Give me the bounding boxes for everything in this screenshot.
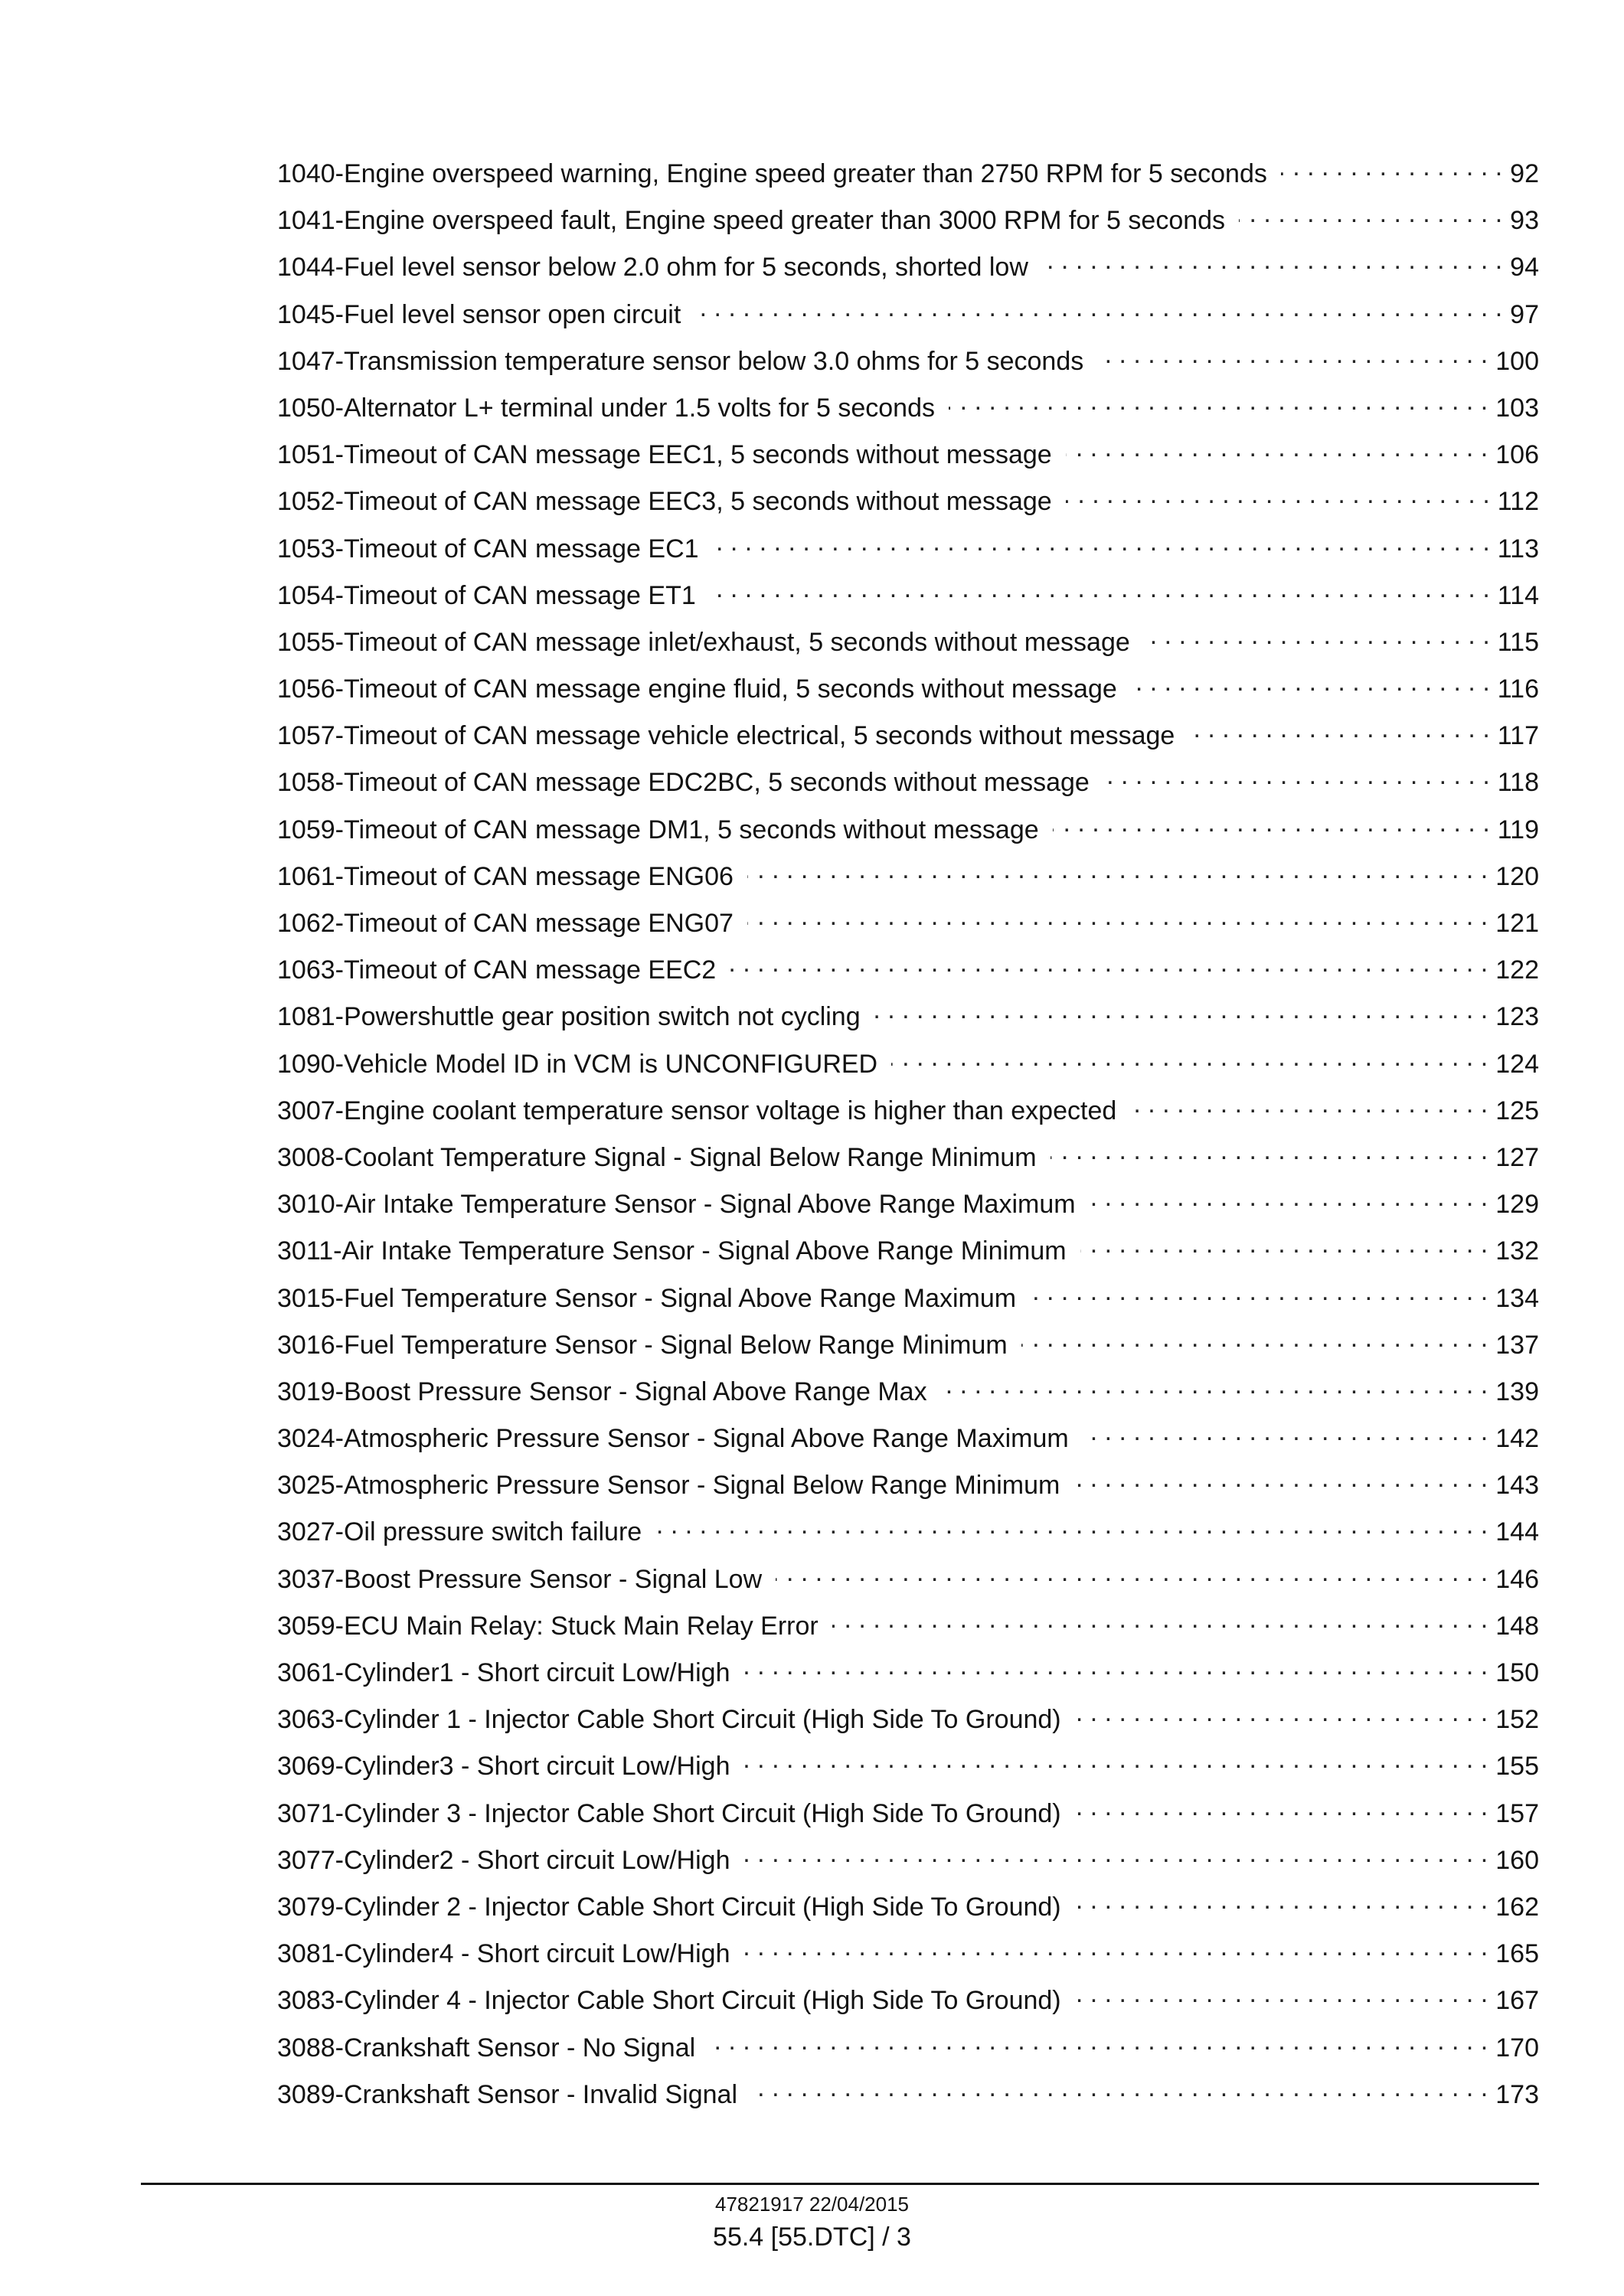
toc-entry[interactable] [277,152,1539,198]
toc-entry-page-number[interactable]: 134 [1495,1283,1539,1313]
toc-entry[interactable] [277,1229,1539,1275]
toc-entry-title[interactable]: 3015-Fuel Temperature Sensor - Signal Above Range Maximum [277,1283,1017,1313]
toc-entry[interactable] [277,1651,1539,1697]
toc-entry-title[interactable]: 1090-Vehicle Model ID in VCM is UNCONFIGURED [277,1049,878,1079]
toc-dot-leader [694,292,1502,323]
toc-entry[interactable] [277,901,1539,948]
toc-entry[interactable] [277,292,1539,339]
toc-dot-leader [1281,152,1502,182]
toc-entry-page-number[interactable]: 125 [1495,1096,1539,1125]
toc-dot-leader [743,1838,1488,1869]
toc-dot-leader [1130,1089,1488,1119]
toc-entry-page-number[interactable]: 124 [1495,1049,1539,1079]
toc-entry-title[interactable]: 3027-Oil pressure switch failure [277,1517,642,1547]
toc-dot-leader [743,1744,1488,1775]
toc-dot-leader [747,901,1488,932]
toc-entry-title[interactable]: 3016-Fuel Temperature Sensor - Signal Below Range Minimum [277,1330,1008,1360]
toc-dot-leader [1075,1978,1488,2009]
toc-entry-title[interactable]: 3007-Engine coolant temperature sensor voltage is higher than expected [277,1096,1117,1125]
toc-entry-page-number[interactable]: 132 [1495,1236,1539,1266]
toc-entry-page-number[interactable]: 116 [1497,674,1539,704]
toc-entry[interactable] [277,667,1539,714]
toc-entry[interactable] [277,1791,1539,1838]
toc-dot-leader [949,386,1488,416]
toc-entry-title[interactable]: 1059-Timeout of CAN message DM1, 5 seconds without message [277,815,1039,844]
toc-entry-page-number[interactable]: 152 [1495,1705,1539,1735]
toc-entry[interactable] [277,1932,1539,1978]
toc-entry-page-number[interactable]: 150 [1495,1658,1539,1687]
toc-entry-page-number[interactable]: 127 [1495,1142,1539,1172]
toc-dot-leader [1080,1229,1488,1259]
toc-entry[interactable] [277,1838,1539,1885]
toc-entry[interactable] [277,1416,1539,1463]
toc-entry-page-number[interactable]: 119 [1497,815,1539,844]
toc-dot-leader [1103,760,1490,791]
toc-entry[interactable] [277,714,1539,760]
toc-dot-leader [1021,1323,1488,1354]
toc-entry-title[interactable]: 3081-Cylinder4 - Short circuit Low/High [277,1939,730,1969]
toc-entry[interactable] [277,1744,1539,1791]
toc-entry-title[interactable]: 1041-Engine overspeed fault, Engine speed greater than 3000 RPM for 5 seconds [277,206,1226,236]
toc-entry-page-number[interactable]: 121 [1495,909,1539,938]
toc-entry[interactable] [277,1276,1539,1323]
toc-dot-leader [1030,1276,1488,1307]
footer-document-reference: 47821917 22/04/2015 [714,2193,910,2216]
toc-entry[interactable] [277,1370,1539,1416]
toc-entry-page-number[interactable]: 92 [1510,159,1539,188]
toc-dot-leader [1075,1885,1488,1916]
toc-entry-title[interactable]: 1040-Engine overspeed warning, Engine speed greater than 2750 RPM for 5 seconds [277,159,1267,188]
toc-entry-title[interactable]: 1054-Timeout of CAN message ET1 [277,580,696,610]
toc-entry-title[interactable]: 3063-Cylinder 1 - Injector Cable Short Circuit (High Side To Ground) [277,1705,1061,1735]
table-of-contents [277,152,1539,2119]
toc-entry-page-number[interactable]: 114 [1497,580,1539,610]
toc-entry-title[interactable]: 3083-Cylinder 4 - Injector Cable Short Circuit (High Side To Ground) [277,1986,1061,2016]
toc-entry-title[interactable]: 3025-Atmospheric Pressure Sensor - Signal Below Range Minimum [277,1471,1060,1501]
toc-entry-page-number[interactable]: 137 [1495,1330,1539,1360]
toc-entry[interactable] [277,386,1539,433]
toc-entry-title[interactable]: 1045-Fuel level sensor open circuit [277,299,681,329]
toc-entry-page-number[interactable]: 146 [1495,1564,1539,1594]
toc-entry[interactable] [277,854,1539,901]
toc-entry-title[interactable]: 1051-Timeout of CAN message EEC1, 5 seconds without message [277,440,1052,470]
footer-divider [141,2183,1539,2185]
toc-entry-title[interactable]: 3008-Coolant Temperature Signal - Signal Below Range Minimum [277,1142,1037,1172]
toc-entry[interactable] [277,2072,1539,2119]
toc-dot-leader [1097,339,1488,370]
toc-dot-leader [1090,1182,1488,1213]
toc-entry-title[interactable]: 3088-Crankshaft Sensor - No Signal [277,2033,696,2062]
toc-entry-title[interactable]: 1050-Alternator L+ terminal under 1.5 volts for 5 seconds [277,393,935,423]
toc-entry[interactable] [277,433,1539,479]
toc-entry-page-number[interactable]: 112 [1497,487,1539,517]
toc-dot-leader [1188,714,1489,744]
toc-dot-leader [1073,1463,1488,1494]
toc-dot-leader [1053,808,1490,838]
toc-entry-title[interactable]: 1056-Timeout of CAN message engine fluid, 5 seconds without message [277,674,1117,704]
toc-entry[interactable] [277,620,1539,667]
toc-entry[interactable] [277,760,1539,807]
toc-dot-leader [1042,245,1502,276]
toc-dot-leader [1066,479,1490,510]
toc-dot-leader [730,948,1488,978]
toc-entry-title[interactable]: 3011-Air Intake Temperature Sensor - Signal Above Range Minimum [277,1236,1067,1266]
toc-dot-leader [1239,198,1502,229]
toc-entry-title[interactable]: 3077-Cylinder2 - Short circuit Low/High [277,1845,730,1875]
toc-entry-title[interactable]: 3069-Cylinder3 - Short circuit Low/High [277,1752,730,1782]
toc-dot-leader [941,1370,1488,1400]
toc-entry[interactable] [277,527,1539,573]
toc-entry-page-number[interactable]: 173 [1495,2079,1539,2109]
toc-entry-title[interactable]: 3089-Crankshaft Sensor - Invalid Signal [277,2079,737,2109]
toc-entry-title[interactable]: 3024-Atmospheric Pressure Sensor - Signal Above Range Maximum [277,1424,1069,1454]
toc-entry-page-number[interactable]: 113 [1497,534,1539,563]
toc-entry-title[interactable]: 1058-Timeout of CAN message EDC2BC, 5 seconds without message [277,768,1090,798]
toc-entry-page-number[interactable]: 117 [1497,721,1539,751]
toc-entry-page-number[interactable]: 139 [1495,1377,1539,1406]
toc-entry-title[interactable]: 3061-Cylinder1 - Short circuit Low/High [277,1658,730,1687]
toc-entry[interactable] [277,808,1539,854]
toc-dot-leader [1075,1791,1488,1822]
toc-entry-title[interactable]: 3037-Boost Pressure Sensor - Signal Low [277,1564,763,1594]
toc-dot-leader [743,1932,1488,1962]
toc-dot-leader [713,527,1490,557]
toc-entry-page-number[interactable]: 94 [1510,253,1539,283]
toc-entry[interactable] [277,2026,1539,2072]
toc-entry[interactable] [277,1697,1539,1744]
toc-entry[interactable] [277,1604,1539,1651]
toc-entry-page-number[interactable]: 148 [1495,1611,1539,1641]
toc-entry-page-number[interactable]: 123 [1495,1002,1539,1032]
toc-entry-title[interactable]: 1052-Timeout of CAN message EEC3, 5 seconds without message [277,487,1052,517]
toc-entry-title[interactable]: 3019-Boost Pressure Sensor - Signal Above Range Max [277,1377,927,1406]
toc-entry-title[interactable]: 1053-Timeout of CAN message EC1 [277,534,699,563]
toc-dot-leader [1066,433,1488,463]
toc-dot-leader [710,573,1490,604]
toc-entry-page-number[interactable]: 165 [1495,1939,1539,1969]
toc-entry-title[interactable]: 3071-Cylinder 3 - Injector Cable Short Circuit (High Side To Ground) [277,1798,1061,1828]
toc-entry-page-number[interactable]: 93 [1510,206,1539,236]
toc-entry-title[interactable]: 1081-Powershuttle gear position switch not cycling [277,1002,861,1032]
toc-dot-leader [874,994,1488,1025]
toc-dot-leader [747,854,1488,885]
toc-entry[interactable] [277,1463,1539,1510]
toc-dot-leader [891,1042,1488,1073]
toc-entry[interactable] [277,1885,1539,1932]
toc-entry[interactable] [277,1042,1539,1089]
toc-entry-page-number[interactable]: 122 [1495,955,1539,985]
toc-entry-title[interactable]: 1044-Fuel level sensor below 2.0 ohm for 5 seconds, shorted low [277,253,1028,283]
toc-entry-page-number[interactable]: 167 [1495,1986,1539,2016]
toc-entry[interactable] [277,1323,1539,1370]
toc-entry-page-number[interactable]: 106 [1495,440,1539,470]
toc-entry[interactable] [277,479,1539,526]
toc-entry-title[interactable]: 1047-Transmission temperature sensor below 3.0 ohms for 5 seconds [277,346,1084,376]
toc-entry-page-number[interactable]: 160 [1495,1845,1539,1875]
toc-entry-page-number[interactable]: 129 [1495,1190,1539,1220]
toc-entry-title[interactable]: 3079-Cylinder 2 - Injector Cable Short Circuit (High Side To Ground) [277,1892,1061,1922]
toc-entry-title[interactable]: 1057-Timeout of CAN message vehicle electrical, 5 seconds without message [277,721,1175,751]
toc-dot-leader [1131,667,1490,697]
toc-entry[interactable] [277,994,1539,1041]
toc-dot-leader [709,2026,1488,2056]
toc-entry-page-number[interactable]: 120 [1495,861,1539,891]
toc-entry[interactable] [277,245,1539,292]
toc-entry-page-number[interactable]: 162 [1495,1892,1539,1922]
toc-entry-title[interactable]: 1055-Timeout of CAN message inlet/exhaust, 5 seconds without message [277,627,1130,657]
toc-entry-title[interactable]: 1063-Timeout of CAN message EEC2 [277,955,717,985]
toc-entry-page-number[interactable]: 157 [1495,1798,1539,1828]
footer-page-reference: 55.4 [55.DTC] / 3 [713,2223,911,2252]
toc-entry-page-number[interactable]: 118 [1497,768,1539,798]
toc-entry-page-number[interactable]: 103 [1495,393,1539,423]
toc-entry-title[interactable]: 1061-Timeout of CAN message ENG06 [277,861,734,891]
toc-entry[interactable] [277,573,1539,620]
toc-entry[interactable] [277,339,1539,386]
toc-entry[interactable] [277,1089,1539,1135]
toc-entry[interactable] [277,1135,1539,1182]
toc-entry-title[interactable]: 1062-Timeout of CAN message ENG07 [277,909,734,938]
toc-entry[interactable] [277,1978,1539,2025]
toc-entry[interactable] [277,1510,1539,1556]
toc-dot-leader [1083,1416,1488,1447]
toc-dot-leader [1075,1697,1488,1728]
toc-entry-page-number[interactable]: 115 [1497,627,1539,657]
toc-entry-page-number[interactable]: 170 [1495,2033,1539,2062]
toc-entry-page-number[interactable]: 143 [1495,1471,1539,1501]
toc-entry[interactable] [277,948,1539,994]
toc-entry-page-number[interactable]: 142 [1495,1424,1539,1454]
toc-entry-page-number[interactable]: 100 [1495,346,1539,376]
toc-entry-page-number[interactable]: 144 [1495,1517,1539,1547]
toc-dot-leader [832,1604,1488,1635]
toc-entry[interactable] [277,198,1539,245]
toc-dot-leader [1144,620,1490,651]
toc-entry-title[interactable]: 3059-ECU Main Relay: Stuck Main Relay Error [277,1611,819,1641]
toc-dot-leader [655,1510,1488,1540]
toc-dot-leader [743,1651,1488,1681]
toc-dot-leader [776,1557,1488,1588]
toc-entry-page-number[interactable]: 155 [1495,1752,1539,1782]
toc-dot-leader [1051,1135,1488,1166]
toc-entry[interactable] [277,1557,1539,1604]
toc-dot-leader [751,2072,1488,2103]
toc-entry-title[interactable]: 3010-Air Intake Temperature Sensor - Signal Above Range Maximum [277,1190,1076,1220]
toc-entry-page-number[interactable]: 97 [1510,299,1539,329]
toc-entry[interactable] [277,1182,1539,1229]
